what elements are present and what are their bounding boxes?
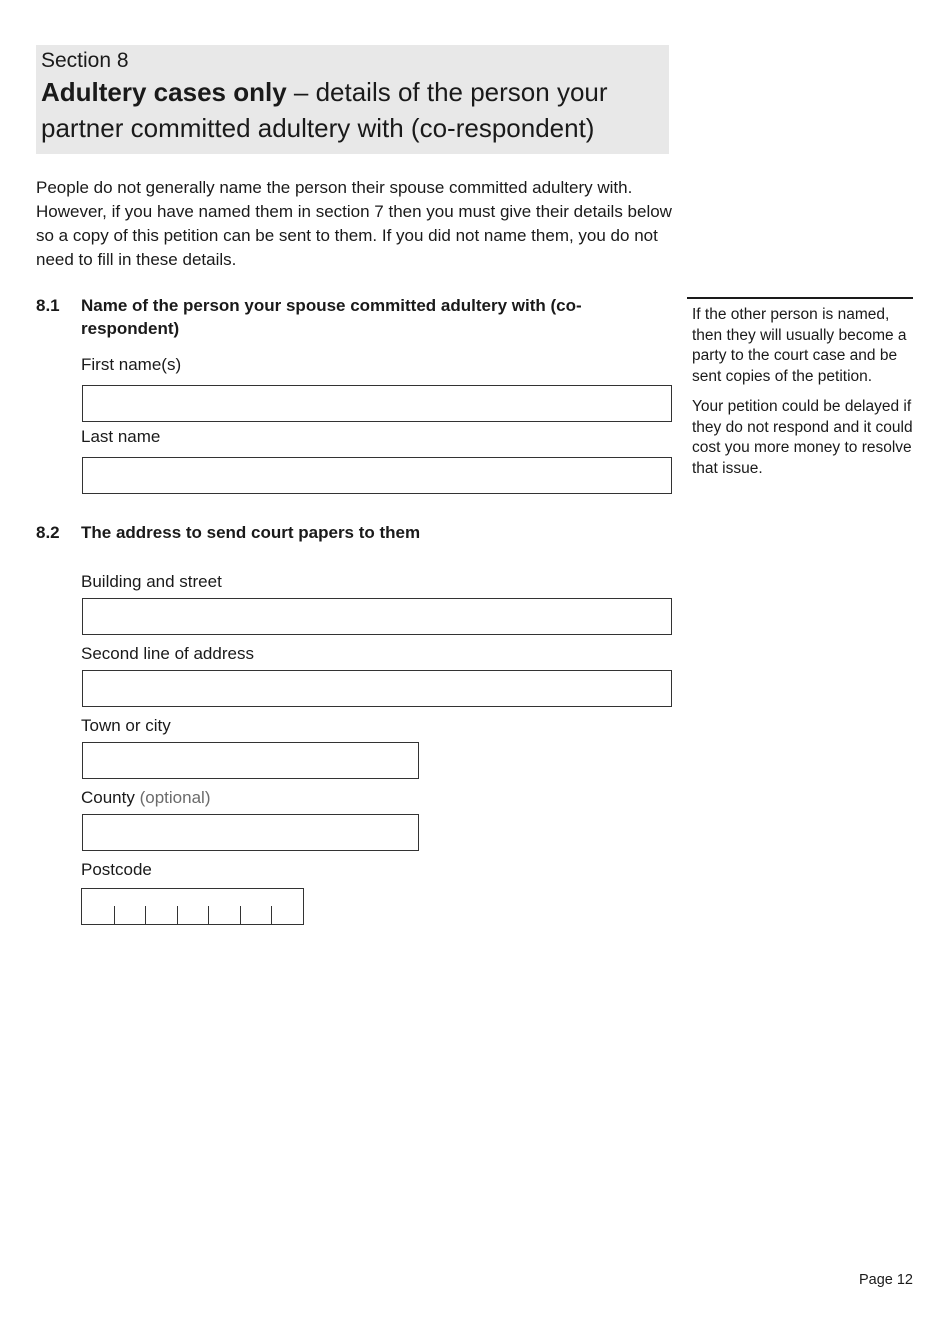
section-number: Section 8 <box>41 49 129 72</box>
postcode-cell[interactable] <box>145 889 177 925</box>
last-name-label: Last name <box>81 427 161 446</box>
postcode-cell[interactable] <box>208 889 240 925</box>
postcode-label: Postcode <box>81 860 152 879</box>
section-title <box>41 74 664 146</box>
guidance-paragraph-2: Your petition could be delayed if they do not respond and it could cost you more money to resolve that issue. <box>692 397 913 477</box>
guidance-paragraph-1: If the other person is named, then they will usually become a party to the court case and be sent copies of the petition. <box>692 306 907 386</box>
question-8-2-number: 8.2 <box>36 523 60 542</box>
last-name-input[interactable] <box>82 457 672 494</box>
guidance-sidebar <box>687 297 913 489</box>
county-optional-hint: (optional) <box>139 788 211 807</box>
section-title-rest: – details of the person your partner committed adultery with (co-respondent) <box>41 77 608 143</box>
postcode-comb-field[interactable] <box>81 888 304 925</box>
postcode-baseline <box>81 924 304 925</box>
building-street-label: Building and street <box>81 572 222 591</box>
first-name-input[interactable] <box>82 385 672 422</box>
question-8-1-number: 8.1 <box>36 296 60 315</box>
section-title-bold: Adultery cases only <box>41 77 287 107</box>
town-city-label: Town or city <box>81 716 171 735</box>
postcode-cell[interactable] <box>240 889 272 925</box>
question-8-1-text: Name of the person your spouse committed adultery with (co-respondent) <box>81 296 582 338</box>
postcode-cell[interactable] <box>271 889 303 925</box>
first-name-label: First name(s) <box>81 355 182 374</box>
second-line-input[interactable] <box>82 670 672 707</box>
question-8-2-text: The address to send court papers to them <box>81 523 421 542</box>
page-number: Page 12 <box>858 1272 913 1288</box>
county-input[interactable] <box>82 814 419 851</box>
county-label <box>81 787 210 809</box>
postcode-cell[interactable] <box>177 889 209 925</box>
intro-paragraph: People do not generally name the person their spouse committed adultery with. However, if you have named them in section 7 then you must give their details below so a copy of this petition can be sent to them. If you did not name them, you do not need to fill in these details. <box>36 178 672 269</box>
county-label-text: County <box>81 788 135 807</box>
building-street-input[interactable] <box>82 598 672 635</box>
town-city-input[interactable] <box>82 742 419 779</box>
postcode-cell[interactable] <box>114 889 146 925</box>
second-line-label: Second line of address <box>81 644 254 663</box>
section-header <box>36 45 669 154</box>
postcode-cell[interactable] <box>82 889 114 925</box>
